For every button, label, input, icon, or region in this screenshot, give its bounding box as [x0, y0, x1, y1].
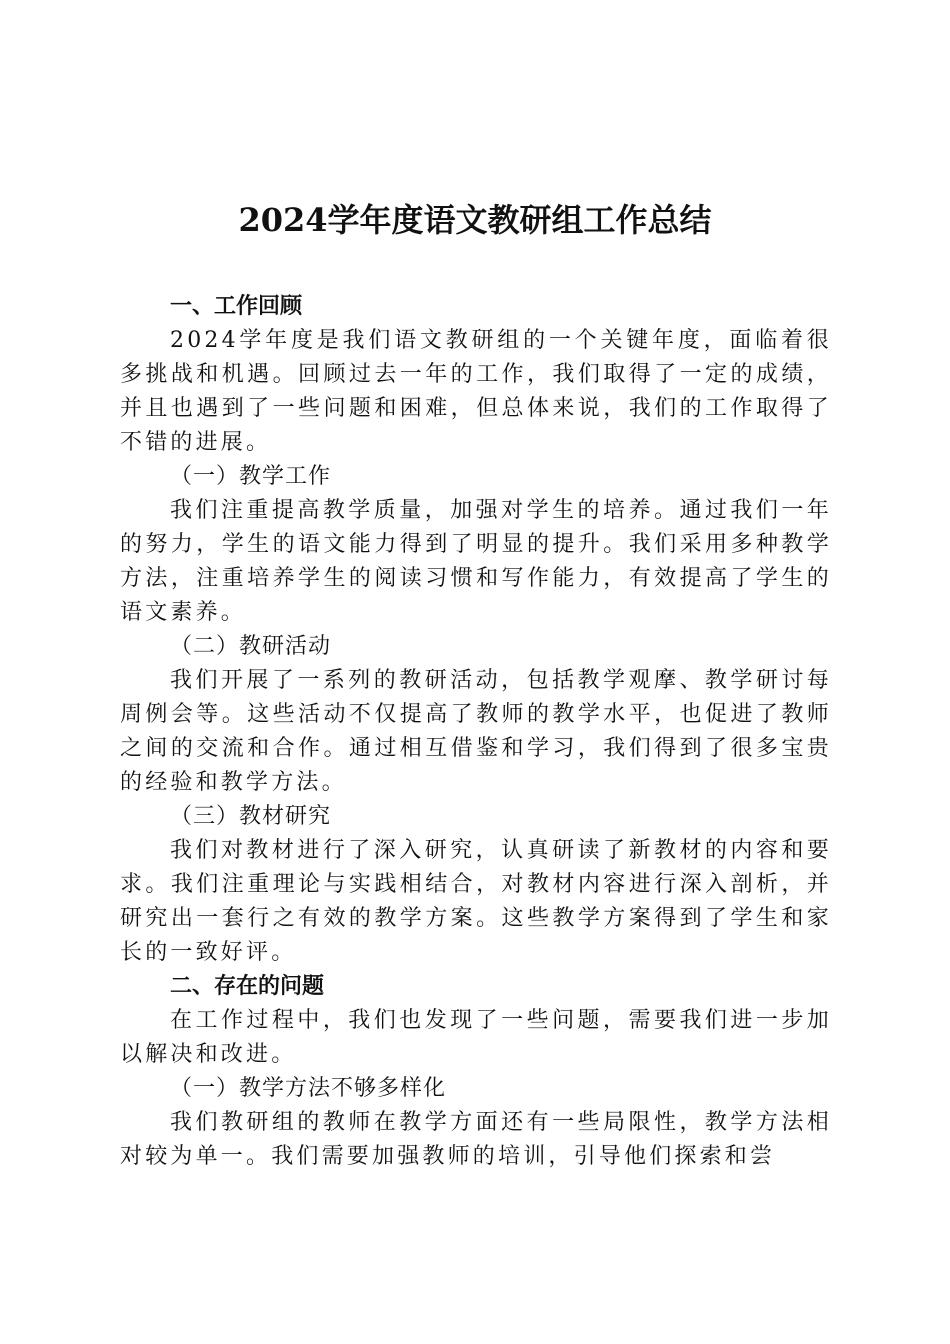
subheading-research-activities: （二）教研活动 — [170, 634, 332, 659]
document-body — [120, 290, 832, 1174]
paragraph-teaching-work: 我们注重提高教学质量，加强对学生的培养。通过我们一年的努力，学生的语文能力得到了明显的提升。我们采用多种教学方法，注重培养学生的阅读习惯和写作能力，有效提高了学生的语文素养。 — [120, 498, 832, 625]
subheading-teaching-work: （一）教学工作 — [170, 464, 332, 489]
paragraph-teaching-methods: 我们教研组的教师在教学方面还有一些局限性，教学方法相对较为单一。我们需要加强教师的培训，引导他们探索和尝 — [120, 1110, 832, 1169]
paragraph-research-activities: 我们开展了一系列的教研活动，包括教学观摩、教学研讨每周例会等。这些活动不仅提高了教师的教学水平，也促进了教师之间的交流和合作。通过相互借鉴和学习，我们得到了很多宝贵的经验和教学方法。 — [120, 668, 832, 795]
subheading-teaching-methods: （一）教学方法不够多样化 — [170, 1076, 447, 1101]
section-heading-work-review: 一、工作回顾 — [170, 294, 303, 319]
section-heading-problems: 二、存在的问题 — [170, 974, 325, 999]
paragraph-textbook-research: 我们对教材进行了深入研究，认真研读了新教材的内容和要求。我们注重理论与实践相结合，对教材内容进行深入剖析，并研究出一套行之有效的教学方案。这些教学方案得到了学生和家长的一致好评。 — [120, 838, 832, 965]
paragraph-work-review-intro: 2024学年度是我们语文教研组的一个关键年度，面临着很多挑战和机遇。回顾过去一年的工作，我们取得了一定的成绩，并且也遇到了一些问题和困难，但总体来说，我们的工作取得了不错的进展。 — [120, 328, 832, 455]
paragraph-problems-intro: 在工作过程中，我们也发现了一些问题，需要我们进一步加以解决和改进。 — [120, 1008, 832, 1067]
subheading-textbook-research: （三）教材研究 — [170, 804, 332, 829]
document-title: 2024学年度语文教研组工作总结 — [238, 201, 712, 239]
